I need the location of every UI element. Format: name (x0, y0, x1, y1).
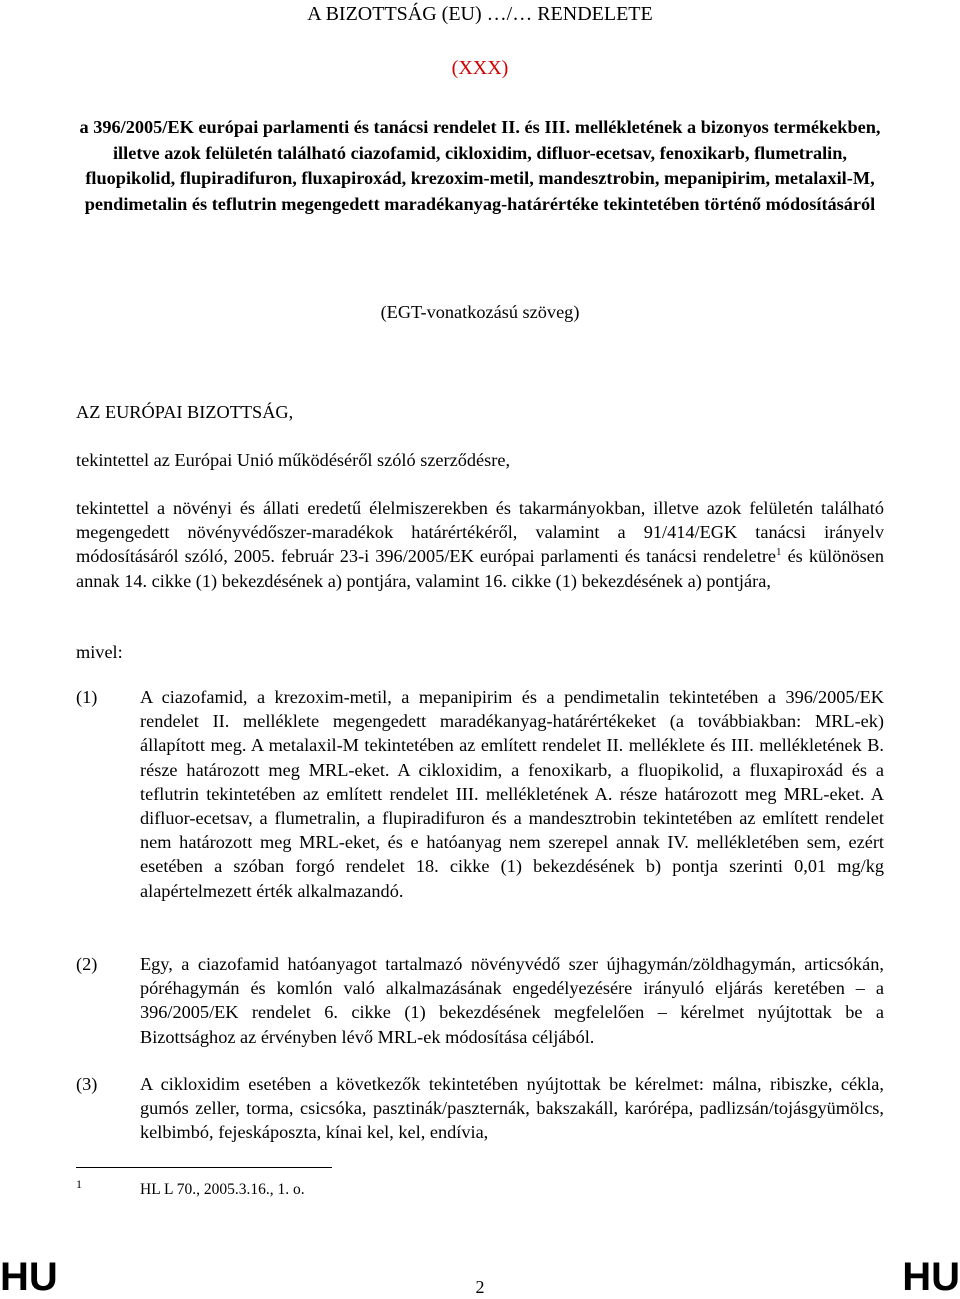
having-regard-regulation (76, 496, 884, 593)
page-number: 2 (475, 1277, 485, 1297)
having-regard-regulation-text: tekintettel a növényi és állati eredetű élelmiszerekben és takarmányokban, illetve azok felületén található megengedett növényvédőszer-maradékok határértékéről, valamint a 91/414/EGK tanácsi irányelv módosításáról szóló, 2005. február 23-i 396/2005/EK európai parlamenti és tanácsi rendeletre (76, 498, 884, 567)
having-regard-regulation-text-cont: és különösen annak 14. cikke (1) bekezdésének a) pontjára, valamint 16. cikke (1) bekezdésének a) pontjára, (76, 546, 884, 591)
footnote-separator (76, 1167, 332, 1168)
recital-number: (3) (76, 1074, 98, 1094)
recital-text: A cikloxidim esetében a következők tekintetében nyújtottak be kérelmet: málna, ribiszke, cékla, gumós zeller, torma, csicsóka, pasztinák/paszternák, bakszakáll, karórépa, padlizsán/tojásgyümölcs, kelbimbó, fejeskáposzta, kínai kel, kel, endívia, (140, 1074, 884, 1143)
document-title: A BIZOTTSÁG (EU) …/… RENDELETE (307, 3, 653, 25)
whereas-label: mivel: (76, 642, 123, 662)
document-date-placeholder: (XXX) (451, 57, 509, 79)
language-code-right: HU (902, 1255, 960, 1299)
having-regard-treaty: tekintettel az Európai Unió működéséről szóló szerződésre, (76, 450, 511, 470)
language-code-left: HU (0, 1255, 58, 1299)
footnote-reference[interactable]: 1 (776, 546, 782, 559)
document-subject: a 396/2005/EK európai parlamenti és tanácsi rendelet II. és III. mellékletének a bizonyos termékekben, illetve azok felületén található ciazofamid, cikloxidim, difluor-ecetsav, fenoxikarb, flumetralin, fluopikolid, flupiradifuron, fluxapiroxád, krezoxim-metil, mandesztrobin, mepanipirim, metalaxil-M, pendimetalin és teflutrin megengedett maradékanyag-határértéke tekintetében történő módosításáról (79, 117, 881, 214)
recital-text: A ciazofamid, a krezoxim-metil, a mepanipirim és a pendimetalin tekintetében a 396/2005/EK rendelet II. melléklete megengedett maradékanyag-határértékeket (a továbbiakban: MRL-ek) állapított meg. A metalaxil-M tekintetében az említett rendelet II. melléklete és III. mellékletének B. része határozott meg MRL-eket. A cikloxidim, a fenoxikarb, a fluopikolid, a fluxapiroxád és a teflutrin tekintetében az említett rendelet III. mellékletének A. része határozott meg MRL-eket. A difluor-ecetsav, a flumetralin, a flupiradifuron és a mandesztrobin tekintetében az említett rendelet nem határozott meg MRL-eket, és e hatóanyag nem szerepel annak IV. mellékletében sem, ezért esetében a szóban forgó rendelet 18. cikke (1) bekezdésének b) pontja szerinti 0,01 mg/kg alapértelmezett érték alkalmazandó. (140, 687, 884, 901)
eea-relevance: (EGT-vonatkozású szöveg) (380, 302, 580, 322)
footnote-text: HL L 70., 2005.3.16., 1. o. (140, 1181, 305, 1198)
recital-text: Egy, a ciazofamid hatóanyagot tartalmazó növényvédő szer újhagymán/zöldhagymán, articsókán, póréhagymán és komlón való alkalmazásának engedélyezésére irányuló eljárás keretében – a 396/2005/EK rendelet 6. cikke (1) bekezdésének megfelelően – kérelmet nyújtottak be a Bizottsághoz az érvényben lévő MRL-ek módosítása céljából. (140, 954, 884, 1047)
recital-number: (2) (76, 954, 98, 974)
issuer-line: AZ EURÓPAI BIZOTTSÁG, (76, 402, 294, 422)
footnote-number: 1 (76, 1177, 82, 1191)
recital-number: (1) (76, 687, 98, 707)
